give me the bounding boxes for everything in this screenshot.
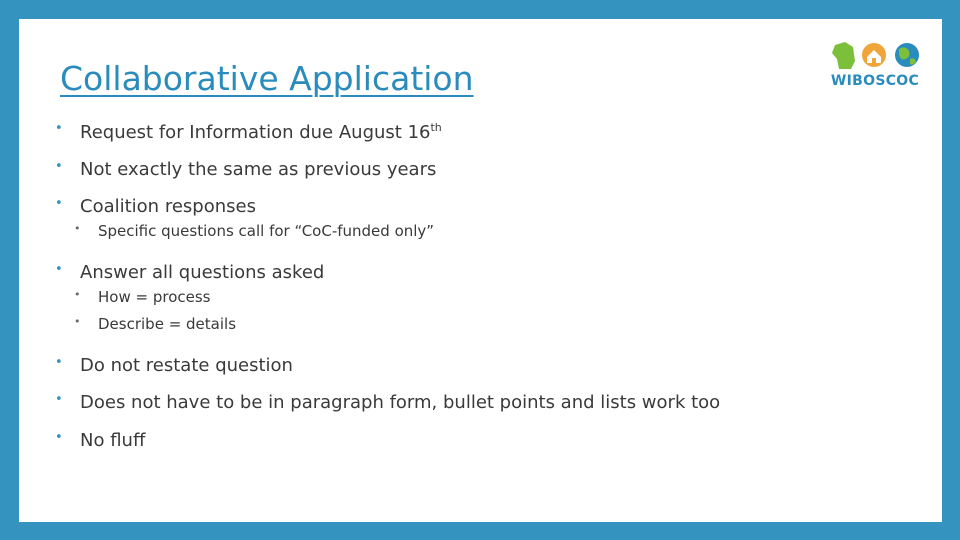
bullet-dot-icon: •: [55, 430, 63, 445]
bullet-superscript: th: [430, 121, 442, 134]
slide-title: Collaborative Application: [60, 59, 474, 98]
bullet-text: Answer all questions asked: [80, 262, 325, 283]
bullet-text: Coalition responses: [80, 196, 256, 217]
bullet-text: No fluff: [80, 430, 146, 451]
bullet-text: [80, 121, 442, 143]
bullet-dot-icon: •: [55, 392, 63, 407]
bullet-text-main: Request for Information due August 16: [80, 122, 431, 143]
slide-canvas: [19, 19, 942, 522]
bullet-dot-icon: •: [74, 315, 81, 328]
bullet-dot-icon: •: [55, 262, 63, 277]
bullet-dot-icon: •: [74, 288, 81, 301]
bullet-dot-icon: •: [55, 121, 63, 136]
bullet-text: Does not have to be in paragraph form, bullet points and lists work too: [80, 392, 721, 413]
bullet-dot-icon: •: [74, 222, 81, 235]
logo-text: WIBOSCOC: [830, 73, 920, 89]
bullet-dot-icon: •: [55, 355, 63, 370]
wiboscoc-logo: [827, 39, 923, 97]
sub-bullet-text: How = process: [98, 288, 211, 306]
bullet-text: Not exactly the same as previous years: [80, 159, 437, 180]
bullet-dot-icon: •: [55, 159, 63, 174]
sub-bullet-text: Describe = details: [98, 315, 237, 333]
sub-bullet-text: Specific questions call for “CoC-funded only”: [98, 222, 435, 240]
bullet-dot-icon: •: [55, 196, 63, 211]
wisconsin-house-globe-icon: [827, 39, 923, 73]
bullet-text: Do not restate question: [80, 355, 293, 376]
